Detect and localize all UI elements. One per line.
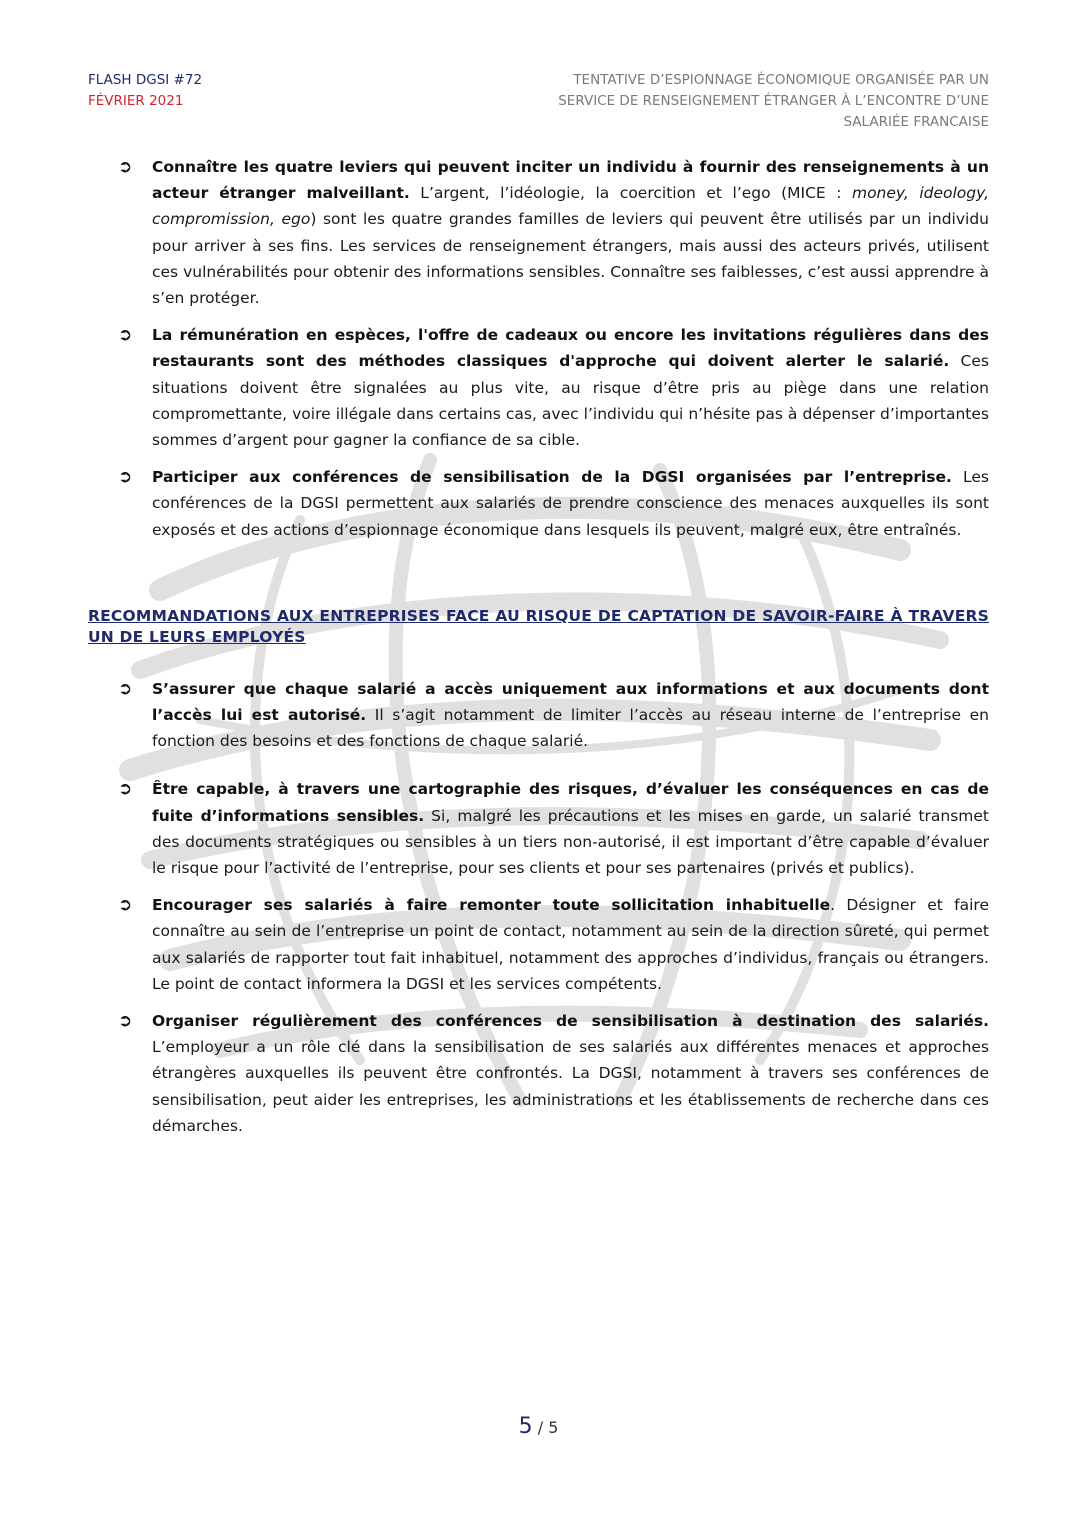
right-arrow-icon: ➲ [118,157,133,177]
item-text: ) sont les quatre grandes familles de leviers qui peuvent être utilisés par un individu pour arriver à ses fins. Les services de renseignement étrangers, mais aussi des acteurs privés, utilisent ces vulnérabilités pour obtenir des informations sensibles. Connaître ses faiblesses, c’est aussi apprendre à s’en protéger. [152,210,989,308]
item-text: Il s’agit notamment de limiter l’accès au réseau interne de l’entreprise en fonction des besoins et des fonctions de chaque salarié. [152,706,989,751]
list-item [88,154,989,311]
list-item [88,892,989,997]
right-arrow-icon: ➲ [118,325,133,346]
list-item [88,322,989,453]
publication-date: FÉVRIER 2021 [88,93,184,109]
item-heading: Être capable, à travers une cartographie des risques, d’évaluer les conséquences en cas de fuite d’informations sensibles. [152,780,989,825]
item-heading: S’assurer que chaque salarié a accès uniquement aux informations et aux documents dont l’accès lui est autorisé. [152,679,989,725]
page-header [88,70,989,134]
page-number-total: / 5 [532,1418,559,1437]
item-text: L’argent, l’idéologie, la coercition et l’ego (MICE : [409,184,852,203]
item-text: . Désigner et faire connaître au sein de l’entreprise un point de contact, notamment au sein de la direction sûreté, qui permet aux salariés de rapporter tout fait inhabituel, notamment des approches d’individus, français ou étrangers. Le point de contact informera la DGSI et les services compétents. [152,896,989,993]
item-heading: La rémunération en espèces, l'offre de cadeaux ou encore les invitations régulières dans des restaurants sont des méthodes classiques d'approche qui doivent alerter le salarié. [152,326,989,371]
page-number-current: 5 [518,1414,533,1439]
list-item [88,464,989,543]
item-text: Si, malgré les précautions et les mises en garde, un salarié transmet des documents stratégiques ou sensibles à un tiers non-autorisé, il est important d’être capable d’évaluer le risque pour l’activité de l’entreprise, pour ses clients et pour ses partenaires (privés et publics). [152,806,990,878]
right-arrow-icon: ➲ [118,467,133,488]
item-text: Ces situations doivent être signalées au plus vite, au risque d’être pris au piège dans une relation compromettante, voire illégale dans certains cas, avec l’individu qui n’hésite pas à dépenser d’importantes sommes d’argent pour gagner la confiance de sa cible. [152,352,989,450]
page-number [0,1414,1077,1439]
item-heading: Organiser régulièrement des conférences de sensibilisation à destination des salariés. [152,1012,989,1031]
item-heading: Connaître les quatre leviers qui peuvent inciter un individu à fournir des renseignements à un acteur étranger malveillant. [152,158,989,203]
list-item [88,676,989,755]
right-arrow-icon: ➲ [118,678,133,699]
publication-number: FLASH DGSI #72 [88,72,203,88]
document-title [519,70,989,133]
document-title-line1: TENTATIVE D’ESPIONNAGE ÉCONOMIQUE ORGANISÉE PAR UN [573,72,989,88]
list-item [88,1008,989,1139]
item-text: Les conférences de la DGSI permettent aux salariés de prendre conscience des menaces auxquelles ils sont exposés et des actions d’espionnage économique dans lesquels ils peuvent, malgré eux, être entraînés. [152,468,989,539]
right-arrow-icon: ➲ [118,895,133,916]
document-title-line2: SERVICE DE RENSEIGNEMENT ÉTRANGER À L’ENCONTRE D’UNE [558,93,989,109]
item-italic: money, ideology, compromission, ego [152,184,990,229]
section-title: RECOMMANDATIONS AUX ENTREPRISES FACE AU RISQUE DE CAPTATION DE SAVOIR-FAIRE À TRAVERS UN DE LEURS EMPLOYÉS [88,606,989,646]
right-arrow-icon: ➲ [118,779,133,800]
right-arrow-icon: ➲ [118,1011,133,1032]
page-content [88,154,989,1150]
document-title-line3: SALARIÉE FRANCAISE [843,114,989,130]
item-heading: Participer aux conférences de sensibilisation de la DGSI organisées par l’entreprise. [152,468,952,487]
header-left [88,70,202,112]
item-heading: Encourager ses salariés à faire remonter toute sollicitation inhabituelle [152,896,831,915]
list-item [88,776,989,881]
item-text: L’employeur a un rôle clé dans la sensibilisation de ses salariés aux différentes menaces et approches étrangères auxquelles ils peuvent être confrontés. La DGSI, notamment à travers ses conférences de sensibilisation, peut aider les entreprises, les administrations et les établissements de recherche dans ces démarches. [152,1038,989,1135]
